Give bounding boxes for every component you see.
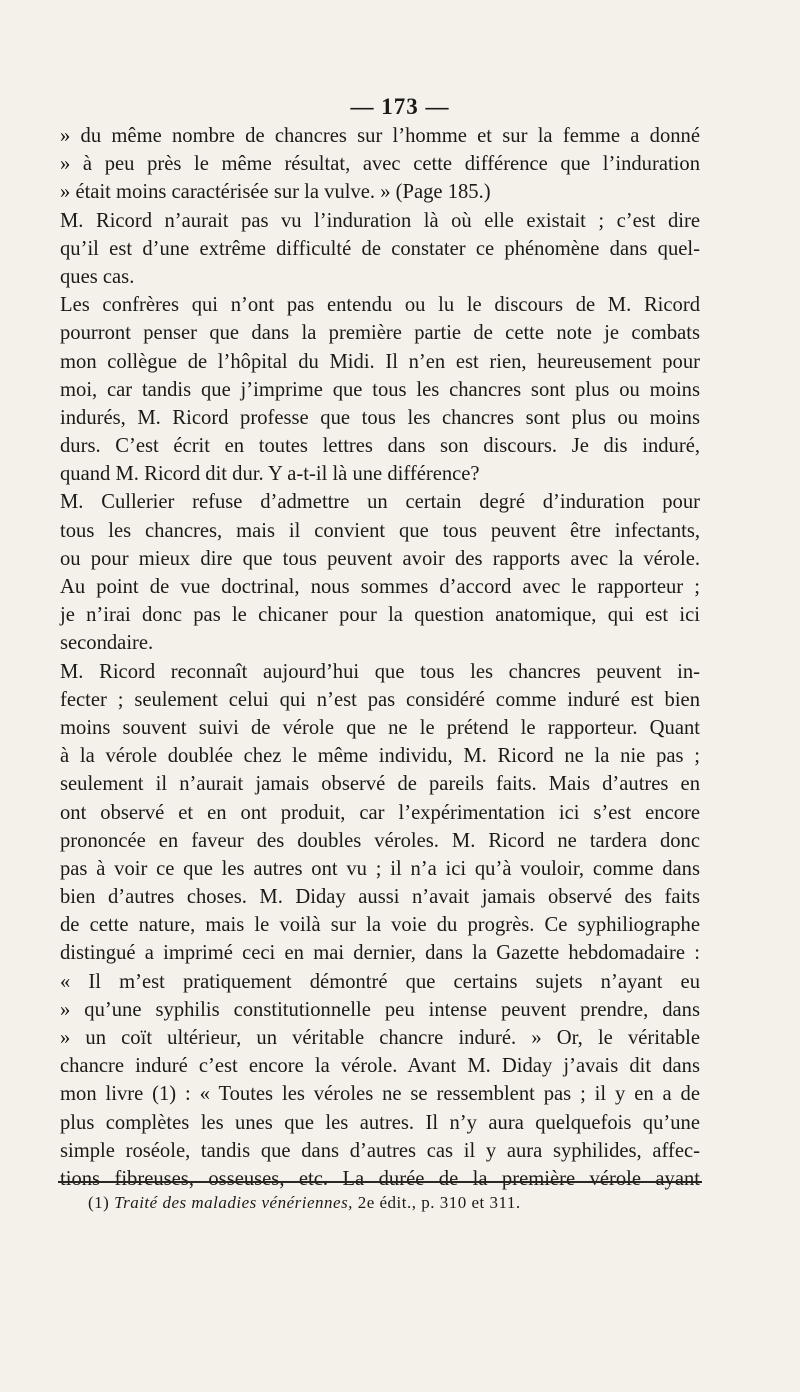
text-line: Au point de vue doctrinal, nous sommes d’accord avec le rapporteur ; [60,576,700,598]
text-line: « Il m’est pratiquement démontré que certains sujets n’ayant eu [60,970,700,993]
text-line: durs. C’est écrit en toutes lettres dans son discours. Je dis induré, [60,435,700,458]
footnote [88,1193,521,1213]
page-number: — 173 — [350,94,450,119]
text-line: prononcée en faveur des doubles véroles. M. Ricord ne tardera donc [60,829,700,852]
text-line: » un coït ultérieur, un véritable chancre induré. » Or, le véritable [60,1027,700,1049]
text-line: je n’irai donc pas le chicaner pour la question anatomique, qui est ici [60,604,700,627]
footnote-rest: 2e édit., p. 310 et 311. [357,1193,521,1212]
text-line: mon collègue de l’hôpital du Midi. Il n’en est rien, heureusement pour [60,350,700,373]
text-line: M. Ricord n’aurait pas vu l’induration là où elle existait ; c’est dire [60,209,700,232]
text-line: » du même nombre de chancres sur l’homme et sur la femme a donné [60,125,700,147]
text-line: tions fibreuses, osseuses, etc. La durée de la première vérole ayant [60,1167,700,1190]
text-line: indurés, M. Ricord professe que tous les chancres sont plus ou moins [60,406,700,429]
body-text [60,122,700,1193]
text-line: de cette nature, mais le voilà sur la voie du progrès. Ce syphiliographe [60,914,700,937]
text-line: pourront penser que dans la première partie de cette note je combats [60,322,700,345]
text-line: » était moins caractérisée sur la vulve. » (Page 185.) [60,181,491,204]
text-line: moi, car tandis que j’imprime que tous les chancres sont plus ou moins [60,378,700,401]
text-line: » qu’une syphilis constitutionnelle peu intense peuvent prendre, dans [60,998,700,1021]
text-line: bien d’autres choses. M. Diday aussi n’avait jamais observé des faits [60,886,700,909]
footnote-title: Traité des maladies vénériennes, [114,1193,353,1212]
text-line: seulement il n’aurait jamais observé de pareils faits. Mais d’autres en [60,773,700,796]
text-line: mon livre (1) : « Toutes les véroles ne se ressemblent pas ; il y en a de [60,1083,700,1106]
text-line: » à peu près le même résultat, avec cette différence que l’induration [60,153,700,176]
text-line: pas à voir ce que les autres ont vu ; il n’a ici qu’à vouloir, comme dans [60,857,700,880]
text-line: tous les chancres, mais il convient que tous peuvent être infectants, [60,519,700,542]
text-line: M. Cullerier refuse d’admettre un certain degré d’induration pour [60,491,700,514]
text-line: fecter ; seulement celui qui n’est pas considéré comme induré est bien [60,688,700,711]
text-line: plus complètes les unes que les autres. Il n’y aura quelquefois qu’une [60,1111,700,1134]
text-line: M. Ricord reconnaît aujourd’hui que tous les chancres peuvent in- [60,660,700,683]
text-line: ou pour mieux dire que tous peuvent avoir des rapports avec la vérole. [60,547,700,570]
text-line: simple roséole, tandis que dans d’autres cas il y aura syphilides, affec- [60,1139,700,1162]
text-line: quand M. Ricord dit dur. Y a-t-il là une différence? [60,463,480,486]
footnote-marker: (1) [88,1193,110,1212]
footnote-rule [58,1181,702,1183]
text-line: à la vérole doublée chez le même individu, M. Ricord ne la nie pas ; [60,745,700,768]
text-line: ont observé et en ont produit, car l’expérimentation ici s’est encore [60,801,700,824]
text-line: qu’il est d’une extrême difficulté de constater ce phénomène dans quel- [60,237,700,260]
text-line: Les confrères qui n’ont pas entendu ou lu le discours de M. Ricord [60,294,700,317]
text-line: chancre induré c’est encore la vérole. Avant M. Diday j’avais dit dans [60,1055,700,1078]
text-line: distingué a imprimé ceci en mai dernier, dans la Gazette hebdomadaire : [60,942,700,965]
text-line: secondaire. [60,632,154,655]
text-line: moins souvent suivi de vérole que ne le prétend le rapporteur. Quant [60,716,700,739]
text-line: ques cas. [60,265,135,288]
